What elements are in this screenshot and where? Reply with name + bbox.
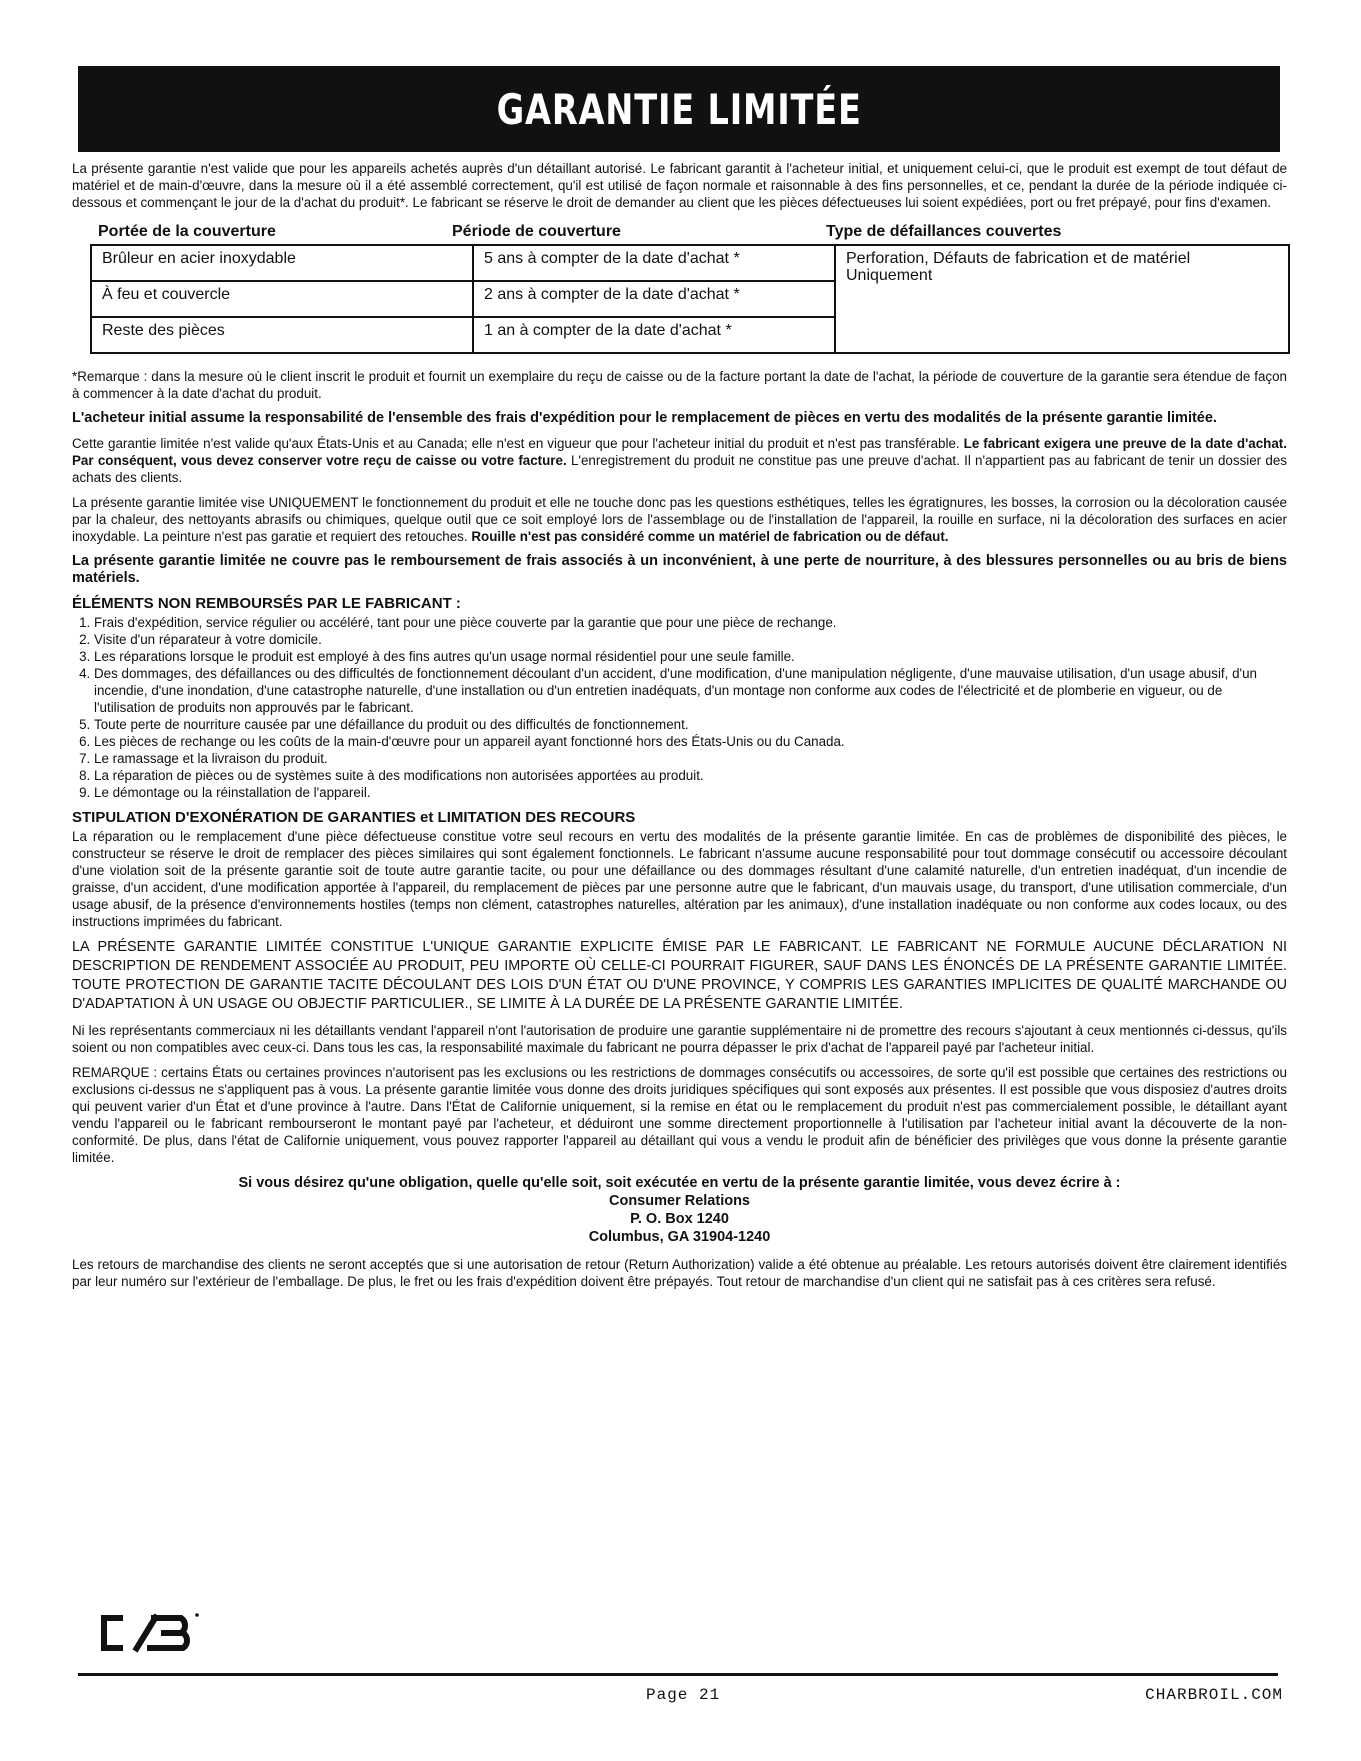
title-banner <box>78 66 1280 152</box>
contact-city: Columbus, GA 31904-1240 <box>588 1229 771 1245</box>
table-row <box>91 245 1289 281</box>
coverage-part: Reste des pièces <box>91 317 473 353</box>
contact-box: P. O. Box 1240 <box>630 1211 729 1227</box>
remark-paragraph: *Remarque : dans la mesure où le client inscrit le produit et fournit un exemplaire du reçu de caisse ou de la facture portant la date de l'achat, la période de couverture de la garantie sera étendue de façon à commencer à la date d'achat du produit. <box>72 369 1287 401</box>
list-item: 8. La réparation de pièces ou de systèmes suite à des modifications non autorisées apportées au produit. <box>94 767 1287 784</box>
coverage-period: 5 ans à compter de la date d'achat * <box>473 245 835 281</box>
disclaimer-caps-paragraph: LA PRÉSENTE GARANTIE LIMITÉE CONSTITUE L'UNIQUE GARANTIE EXPLICITE ÉMISE PAR LE FABRICANT. LE FABRICANT NE FORMULE AUCUNE DÉCLARATION NI DESCRIPTION DE RENDEMENT ASSOCIÉE AU PRODUIT, PEU IMPORTE OÙ CELLE-CI POURRAIT FIGURER, SAUF DANS LES ÉNONCÉS DE LA PRÉSENTE GARANTIE LIMITÉE. TOUTE PROTECTION DE GARANTIE TACITE DÉCOULANT DES LOIS D'UN ÉTAT OU D'UNE PROVINCE, Y COMPRIS LES GARANTIES IMPLICITES DE QUALITÉ MARCHANDE OU D'ADAPTATION À UN USAGE OU OBJECTIF PARTICULIER., SE LIMITE À LA DURÉE DE LA PRÉSENTE GARANTIE LIMITÉE. <box>72 939 1287 1012</box>
stipulation-title: STIPULATION D'EXONÉRATION DE GARANTIES et LIMITATION DES RECOURS <box>72 809 636 826</box>
validity-proof-text: Le fabricant exigera une preuve de la date d'achat. Par conséquent, vous devez conserver votre reçu de caisse ou votre facture. <box>72 436 1287 468</box>
site-link[interactable]: CHARBROIL.COM <box>1145 1686 1283 1704</box>
list-item: 4. Des dommages, des défaillances ou des difficultés de fonctionnement découlant d'un accident, d'une modification, d'une manipulation négligente, d'une mauvaise utilisation, d'un usage abusif, d'un incendie, d'une inondation, d'une catastrophe naturelle, d'une installation ou d'un entretien inadéquats, d'un montage non conforme aux codes de l'électricité et de plomberie en vigueur, ou de l'utilisation de produits non approuvés par le fabricant. <box>94 665 1287 716</box>
warranty-content <box>72 160 1287 1298</box>
page-title: GARANTIE LIMITÉE <box>496 84 862 134</box>
coverage-table <box>90 244 1290 354</box>
contact-name: Consumer Relations <box>609 1193 750 1209</box>
shipping-responsibility: L'acheteur initial assume la responsabilité de l'ensemble des frais d'expédition pour le remplacement de pièces en vertu des modalités de la présente garantie limitée. <box>72 410 1217 426</box>
representatives-paragraph: Ni les représentants commerciaux ni les détaillants vendant l'appareil n'ont l'autorisation de produire une garantie supplémentaire ni de promettre des recours s'ajoutant à ceux mentionnés ci-dessus, qu'ils soient ou non compatibles avec ceux-ci. Dans tous les cas, la responsabilité maximale du fabricant ne pourra dépasser le prix d'achat de l'appareil payé par l'acheteur initial. <box>72 1023 1287 1055</box>
stipulation-paragraph: La réparation ou le remplacement d'une pièce défectueuse constitue votre seul recours en vertu des modalités de la présente garantie limitée. En cas de problèmes de disponibilité des pièces, le constructeur se réserve le droit de remplacer des pièces similaires qui sont également fonctionnels. Le fabricant n'assume aucune responsabilité pour tout dommage consécutif ou accessoire découlant d'une violation soit de la présente garantie soit de toute autre garantie tacite, ou pour une défaillance ou des dommages résultant d'une calamité naturelle, d'un entretien inadéquat, d'un incendie de graisse, d'un accident, d'une modification apportée à l'appareil, du remplacement de pièces par une personne autre que le fabricant, d'un mauvais usage, du transport, d'une utilisation commerciale, d'un usage abusif, de la présence d'environnements hostiles (temps non clément, catastrophes naturelles, altération par les animaux), d'une installation inadéquate ou non conforme aux codes locaux, ou des instructions imprimées du fabricant. <box>72 829 1287 929</box>
coverage-header-type: Type de défaillances couvertes <box>826 223 1062 240</box>
coverage-header-scope: Portée de la couverture <box>98 223 276 240</box>
list-item: 9. Le démontage ou la réinstallation de l'appareil. <box>94 784 1287 801</box>
validity-paragraph <box>72 435 1287 486</box>
rust-note: Rouille n'est pas considéré comme un matériel de fabrication ou de défaut. <box>471 529 949 544</box>
page-number: Page 21 <box>646 1686 721 1704</box>
list-item: 6. Les pièces de rechange ou les coûts de la main-d'œuvre pour un appareil ayant fonctionné hors des États-Unis ou du Canada. <box>94 733 1287 750</box>
list-item: 3. Les réparations lorsque le produit est employé à des fins autres qu'un usage normal résidentiel pour une seule famille. <box>94 648 1287 665</box>
coverage-period: 1 an à compter de la date d'achat * <box>473 317 835 353</box>
footer-rule <box>78 1673 1278 1676</box>
coverage-type-line: Uniquement <box>846 267 933 284</box>
non-reimbursed-list <box>72 614 1287 801</box>
non-reimbursed-title: ÉLÉMENTS NON REMBOURSÉS PAR LE FABRICANT : <box>72 595 461 612</box>
coverage-headers <box>98 223 1287 240</box>
coverage-period: 2 ans à compter de la date d'achat * <box>473 281 835 317</box>
scope-text: La présente garantie limitée vise UNIQUEMENT le fonctionnement du produit et elle ne touche donc pas les questions esthétiques, telles les égratignures, les bosses, la corrosion ou la décoloration causée par la chaleur, des nettoyants abrasifs ou chimiques, quelque outil que ce soit employé lors de l'assemblage ou de l'installation de l'appareil, la rouille en surface, ni la décoloration des surfaces en acier inoxydable. La peinture n'est pas garatie et requiert des retouches. <box>72 495 1287 544</box>
list-item: 5. Toute perte de nourriture causée par une défaillance du produit ou des difficultés de fonctionnement. <box>94 716 1287 733</box>
contact-intro: Si vous désirez qu'une obligation, quelle qu'elle soit, soit exécutée en vertu de la présente garantie limitée, vous devez écrire à : <box>238 1175 1121 1191</box>
validity-registration-text: L'enregistrement du produit ne constitue pas une preuve d'achat. Il n'appartient pas au fabricant de tenir un dossier des achats des clients. <box>72 453 1287 485</box>
intro-paragraph: La présente garantie n'est valide que pour les appareils achetés auprès d'un détaillant autorisé. Le fabricant garantit à l'acheteur initial, et uniquement celui-ci, que le produit est exempt de tout défaut de matériel et de main-d'œuvre, dans la mesure où il a été assemblé correctement, qu'il est utilisé de façon normale et raisonnable à des fins personnelles, et ce, pendant la durée de la période indiquée ci-dessous et commençant le jour de la d'achat du produit*. Le fabricant se réserve le droit de demander au client que les pièces défectueuses lui soient expédiées, port ou fret prépayé, pour fins d'examen. <box>72 161 1287 210</box>
list-item: 1. Frais d'expédition, service régulier ou accéléré, tant pour une pièce couverte par la garantie que pour une pièce de rechange. <box>94 614 1287 631</box>
coverage-part: À feu et couvercle <box>91 281 473 317</box>
contact-block <box>72 1174 1287 1246</box>
no-reimbursement-paragraph: La présente garantie limitée ne couvre pas le remboursement de frais associés à un inconvénient, à une perte de nourriture, à des blessures personnelles ou au bris de biens matériels. <box>72 553 1287 586</box>
coverage-type-line: Perforation, Défauts de fabrication et de matériel <box>846 250 1191 267</box>
list-item: 7. Le ramassage et la livraison du produit. <box>94 750 1287 767</box>
validity-text: Cette garantie limitée n'est valide qu'aux États-Unis et au Canada; elle n'est en vigueur que pour l'acheteur initial du produit et n'est pas transférable. <box>72 436 960 451</box>
scope-paragraph <box>72 494 1287 545</box>
coverage-type <box>835 245 1289 353</box>
charbroil-logo-icon <box>101 1610 221 1656</box>
remarque-paragraph: REMARQUE : certains États ou certaines provinces n'autorisent pas les exclusions ou les restrictions de dommages consécutifs ou accessoires, de sorte qu'il est possible que certaines des restrictions ou exclusions ci-dessus ne s'appliquent pas à vous. La présente garantie limitée vous donne des droits juridiques spécifiques qui sont exposés aux présentes. Il est possible que vous disposiez d'autres droits qui peuvent varier d'un État et d'une province à l'autre. Dans l'État de Californie uniquement, si la remise en état ou le remplacement du produit n'est pas commercialement possible, le détaillant ayant vendu l'appareil ou le fabricant rembourseront le montant payé par l'acheteur, et déduiront une somme directement proportionnelle à l'utilisation par l'acheteur initial avant la découverte de la non-conformité. De plus, dans l'état de Californie uniquement, vous pouvez rapporter l'appareil au détaillant qui vous a vendu le produit afin de bénéficier des privilèges que vous donne la présente garantie limitée. <box>72 1065 1287 1165</box>
returns-paragraph: Les retours de marchandise des clients ne seront acceptés que si une autorisation de retour (Return Authorization) valide a été obtenue au préalable. Les retours autorisés doivent être clairement identifiés par leur numéro sur l'extérieur de l'emballage. De plus, le fret ou les frais d'expédition doivent être prépayés. Tout retour de marchandise d'un client qui ne satisfait pas à ces critères sera refusé. <box>72 1257 1287 1289</box>
coverage-header-period: Période de couverture <box>452 223 621 240</box>
list-item: 2. Visite d'un réparateur à votre domicile. <box>94 631 1287 648</box>
coverage-part: Brûleur en acier inoxydable <box>91 245 473 281</box>
